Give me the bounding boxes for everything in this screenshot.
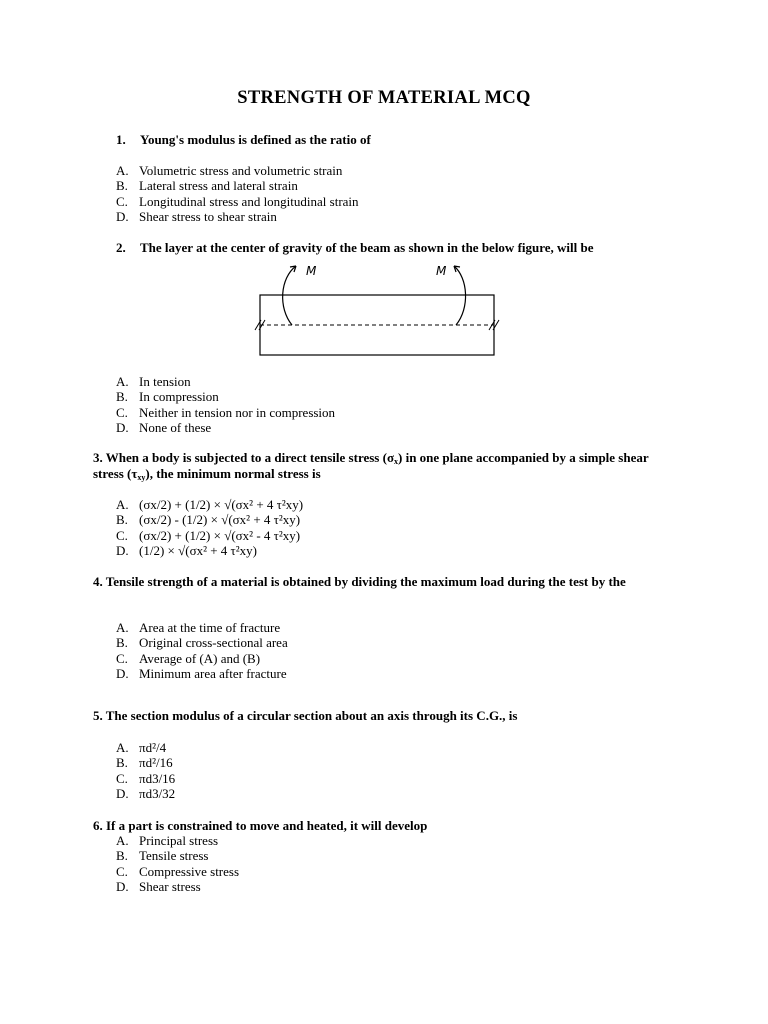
option-a: A. In tension [116, 374, 191, 389]
option-a: A. Principal stress [116, 833, 219, 848]
moment-label-left: M [306, 264, 317, 278]
option-d: D. (1/2) × √(σx² + 4 τ²xy) [116, 542, 258, 558]
option-c: C. πd3/16 [116, 770, 176, 786]
option-c: C. Longitudinal stress and longitudinal strain [116, 193, 359, 209]
option-b: B. In compression [116, 389, 219, 405]
question-3-options [116, 497, 303, 558]
option-c: C. Average of (A) and (B) [116, 650, 261, 666]
question-text: Young's modulus is defined as the ratio of [140, 132, 371, 147]
question-text: The layer at the center of gravity of the beam as shown in the below figure, will be [140, 240, 594, 255]
question-number: 2. [116, 240, 126, 255]
option-d: D. Shear stress [116, 878, 201, 894]
question-3: 3. When a body is subjected to a direct tensile stress $(\sigma_x)$ in one plane accompanied by a simple shear stress $(\tau_{xy})$, the minimum normal stress is [93, 450, 649, 482]
option-c: C. Compressive stress [116, 863, 240, 879]
question-4-options [116, 620, 288, 681]
question-1 [116, 132, 371, 148]
option-b: B. (σx/2) - (1/2) × √(σx² + 4 τ²xy) [116, 512, 301, 528]
question-2-options [116, 374, 335, 435]
option-b: B. πd²/16 [116, 755, 173, 771]
option-b: B. Tensile stress [116, 848, 209, 864]
page-title: STRENGTH OF MATERIAL MCQ [237, 88, 531, 108]
question-6-options [116, 833, 239, 894]
question-number: 1. [116, 132, 126, 147]
option-d: D. πd3/32 [116, 785, 176, 801]
option-c: C. Neither in tension nor in compression [116, 404, 336, 420]
option-b: B. Lateral stress and lateral strain [116, 178, 298, 194]
beam-figure [250, 258, 510, 362]
question-5: 5. The section modulus of a circular section about an axis through its C.G., is [93, 708, 518, 723]
option-d: D. Minimum area after fracture [116, 665, 287, 681]
option-a: A. (σx/2) + (1/2) × √(σx² + 4 τ²xy) [116, 497, 304, 512]
question-1-options [116, 163, 359, 224]
question-2 [116, 240, 594, 256]
option-a: A. Area at the time of fracture [116, 620, 281, 635]
question-5-options [116, 740, 175, 801]
moment-label-right: M [436, 264, 447, 278]
question-6: 6. If a part is constrained to move and heated, it will develop [93, 818, 428, 833]
option-b: B. Original cross-sectional area [116, 635, 288, 651]
option-a: A. πd²/4 [116, 740, 167, 755]
option-d: D. None of these [116, 419, 212, 435]
option-c: C. (σx/2) + (1/2) × √(σx² - 4 τ²xy) [116, 527, 301, 543]
option-d: D. Shear stress to shear strain [116, 208, 277, 224]
option-a: A. Volumetric stress and volumetric strain [116, 163, 343, 178]
question-4: 4. Tensile strength of a material is obtained by dividing the maximum load during the test by the [93, 574, 626, 589]
